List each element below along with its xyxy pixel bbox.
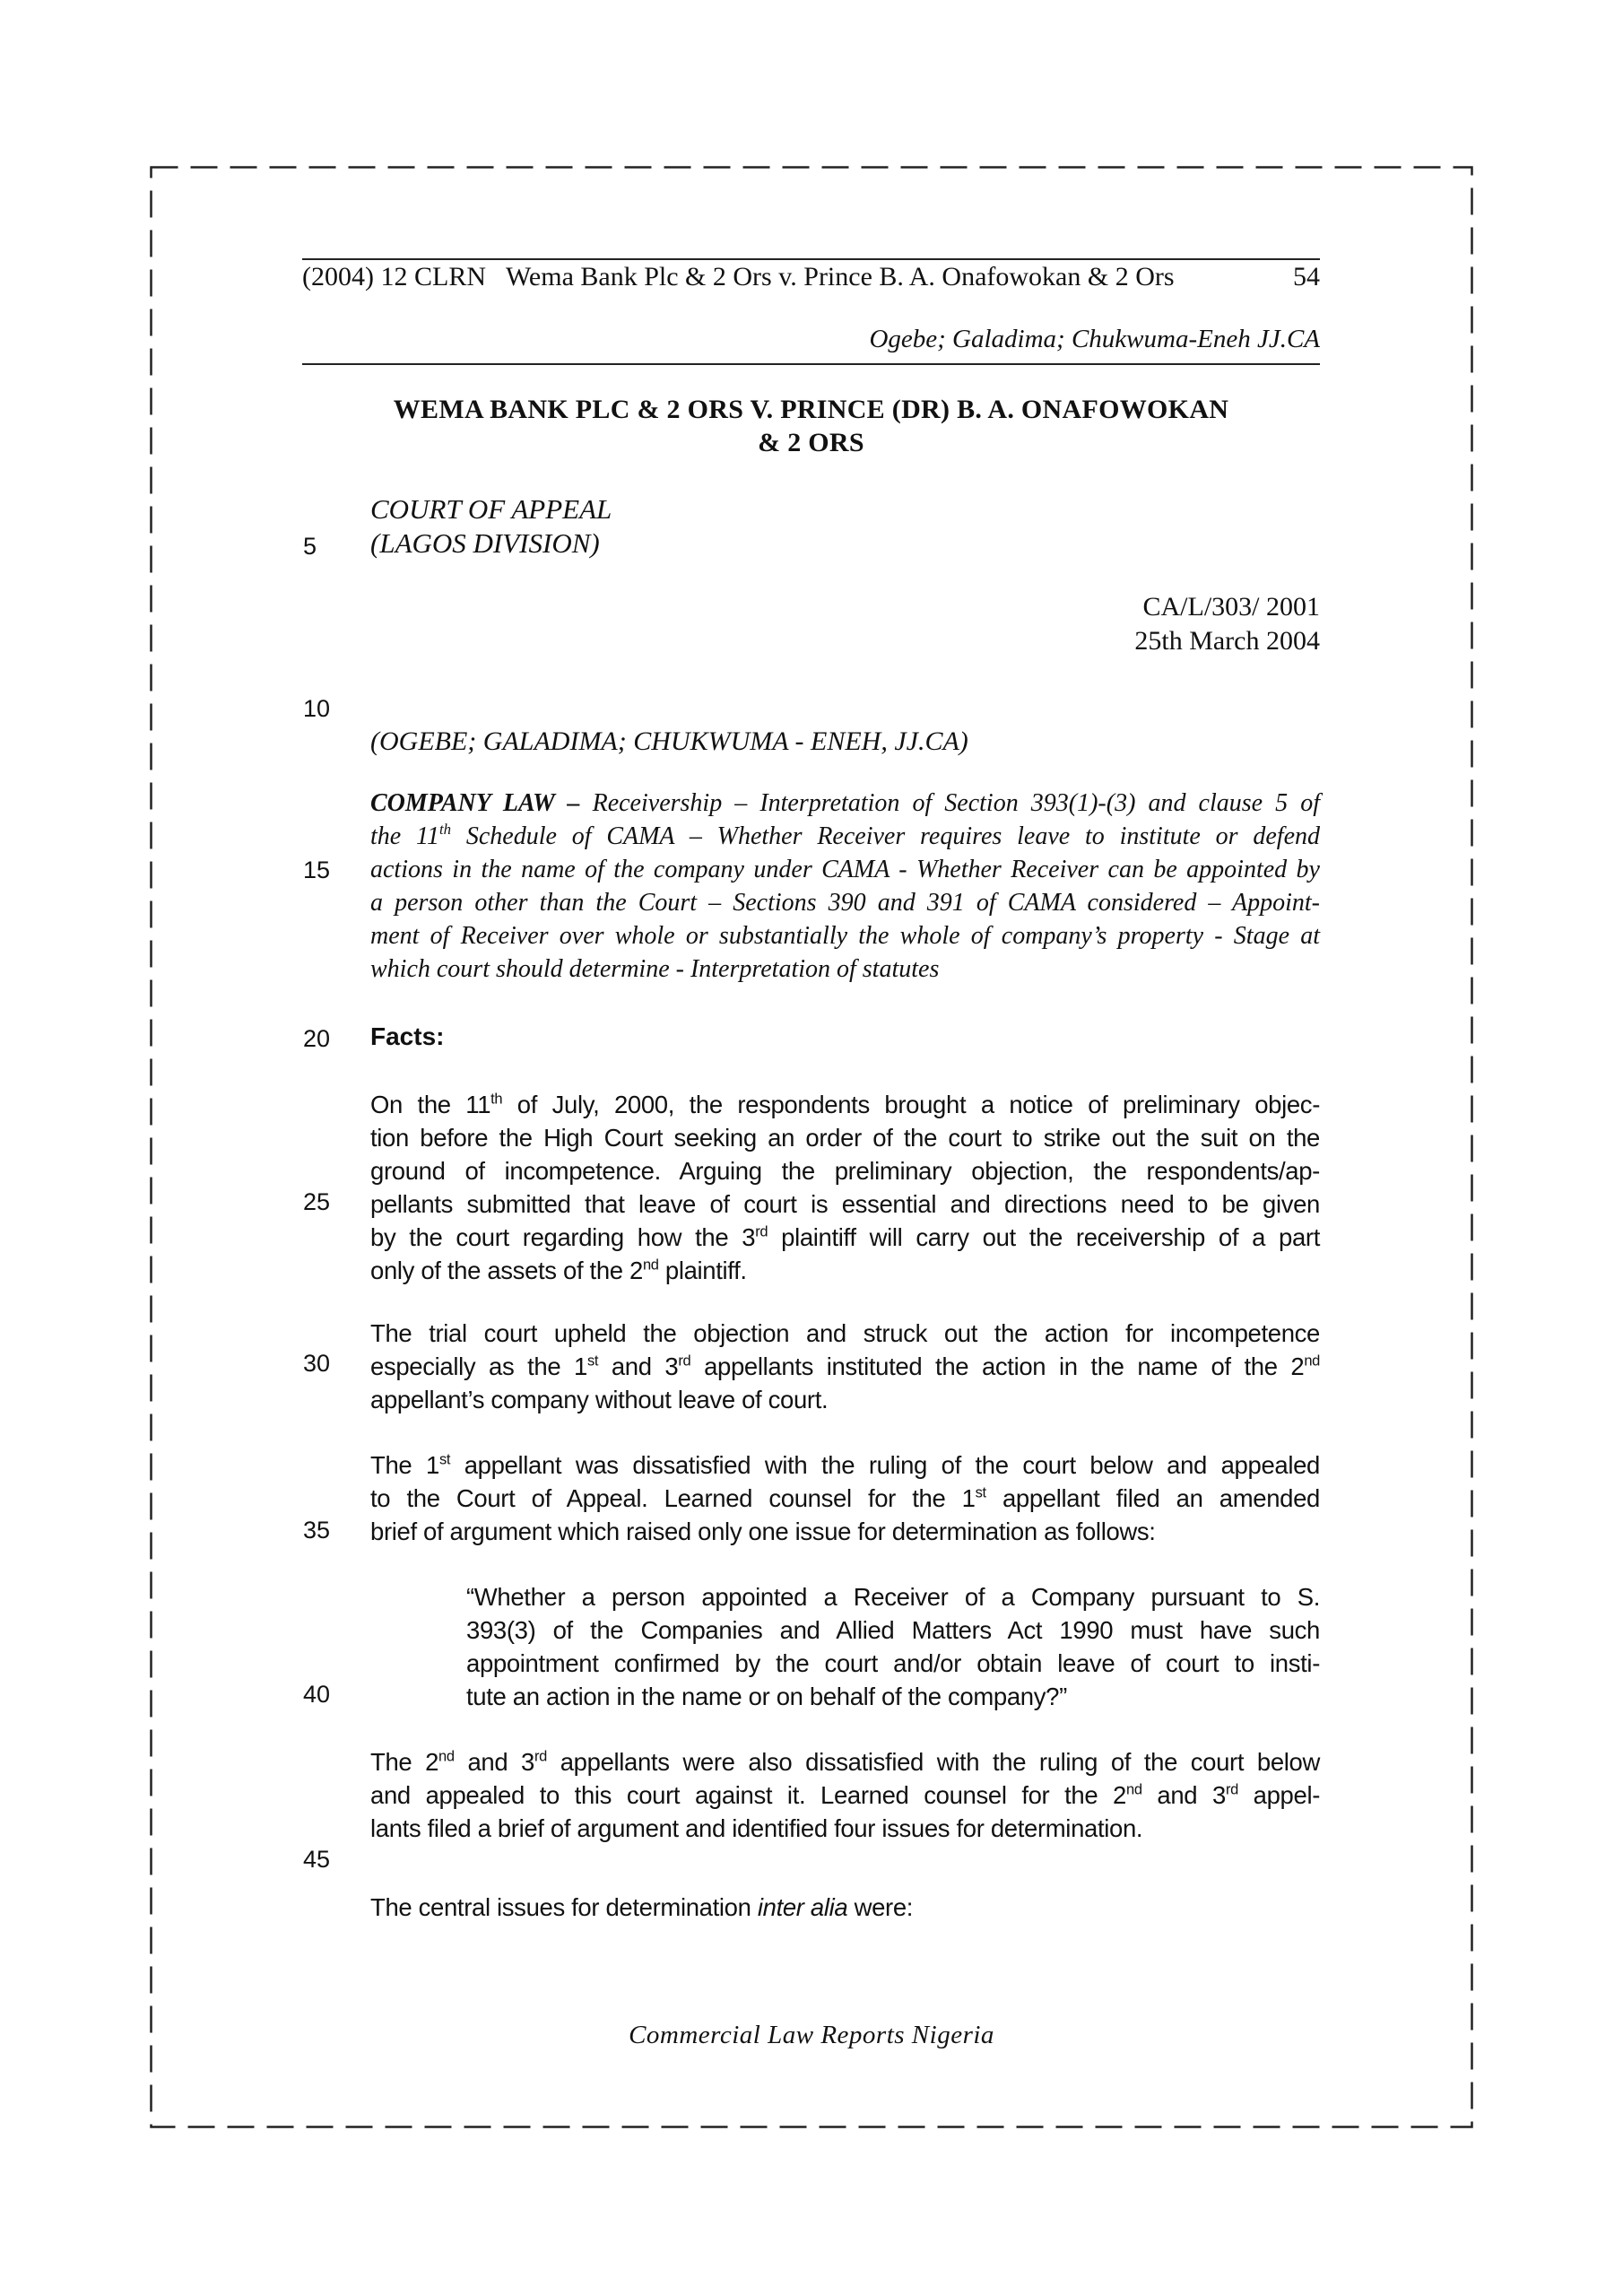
text: The 1 xyxy=(370,1451,439,1479)
catchwords-text: Schedule of CAMA – Whether Receiver requires leave to institute or defend xyxy=(451,822,1320,850)
text: were: xyxy=(847,1893,914,1921)
text: and 3 xyxy=(454,1748,534,1776)
text: On the 11 xyxy=(370,1091,491,1118)
paragraph-4-line-3: lants filed a brief of argument and identified four issues for determination. xyxy=(370,1814,1143,1842)
paragraph-2-line-3: appellant’s company without leave of court. xyxy=(370,1386,829,1413)
catchwords-text: the 11 xyxy=(370,822,439,850)
catchwords-line-5: ment of Receiver over whole or substantially the whole of company’s property - Stage at xyxy=(370,922,1320,950)
header-citation: (2004) 12 CLRN xyxy=(302,262,486,291)
paragraph-2-line-1: The trial court upheld the objection and struck out the action for incompetence xyxy=(370,1319,1320,1347)
catchwords-line-4: a person other than the Court – Sections 390 and 391 of CAMA considered – Appoint- xyxy=(370,889,1320,917)
paragraph-4-line-1 xyxy=(370,1745,1320,1779)
superscript: nd xyxy=(642,1257,659,1274)
case-title-line-1: WEMA BANK PLC & 2 ORS V. PRINCE (DR) B. A. ONAFOWOKAN xyxy=(393,395,1229,424)
text: and 3 xyxy=(1141,1781,1226,1809)
superscript: st xyxy=(975,1484,986,1501)
line-number-35: 35 xyxy=(303,1517,331,1544)
header-case-short: Wema Bank Plc & 2 Ors v. Prince B. A. Onafowokan & 2 Ors xyxy=(506,262,1175,291)
superscript: st xyxy=(438,1451,451,1468)
superscript: rd xyxy=(755,1223,768,1240)
coram: (OGEBE; GALADIMA; CHUKWUMA - ENEH, JJ.CA) xyxy=(370,726,968,756)
superscript: st xyxy=(586,1352,599,1370)
text: appellant was dissatisfied with the ruling of the court below and appealed xyxy=(450,1451,1320,1479)
text: plaintiff will carry out the receivership of a part xyxy=(768,1223,1320,1251)
catchwords-line-3: actions in the name of the company under CAMA - Whether Receiver can be appointed by xyxy=(370,856,1320,883)
paragraph-3-line-3: brief of argument which raised only one issue for determination as follows: xyxy=(370,1518,1156,1545)
facts-heading: Facts: xyxy=(370,1022,445,1050)
paragraph-1-line-4: pellants submitted that leave of court is essential and directions need to be given xyxy=(370,1190,1320,1218)
footer-publication: Commercial Law Reports Nigeria xyxy=(629,2021,994,2049)
paragraph-2-line-2 xyxy=(370,1350,1320,1383)
line-number-5: 5 xyxy=(303,533,317,560)
court-name: COURT OF APPEAL xyxy=(370,493,612,525)
judgment-date: 25th March 2004 xyxy=(1134,626,1320,656)
line-number-10: 10 xyxy=(303,695,331,722)
paragraph-3-line-2 xyxy=(370,1482,1320,1515)
superscript: nd xyxy=(1126,1781,1142,1798)
line-number-25: 25 xyxy=(303,1188,331,1215)
line-number-15: 15 xyxy=(303,857,331,883)
catchwords-line-1 xyxy=(370,787,1320,820)
superscript: rd xyxy=(1225,1781,1238,1798)
text: appellant filed an amended xyxy=(985,1484,1320,1512)
header-top-rule xyxy=(302,258,1320,260)
paragraph-1-line-6 xyxy=(370,1254,1320,1287)
paragraph-1-line-1 xyxy=(370,1088,1320,1121)
superscript: nd xyxy=(438,1748,455,1765)
header-judges: Ogebe; Galadima; Chukwuma-Eneh JJ.CA xyxy=(869,325,1320,353)
text: especially as the 1 xyxy=(370,1352,587,1380)
line-number-30: 30 xyxy=(303,1350,331,1377)
court-division: (LAGOS DIVISION) xyxy=(370,527,600,559)
quote-line-3: appointment confirmed by the court and/or obtain leave of court to insti- xyxy=(466,1649,1320,1677)
superscript: rd xyxy=(678,1352,691,1370)
paragraph-1-line-3: ground of incompetence. Arguing the preliminary objection, the respondents/ap- xyxy=(370,1157,1320,1185)
superscript: rd xyxy=(534,1748,547,1765)
text: plaintiff. xyxy=(658,1257,747,1284)
paragraph-5 xyxy=(370,1891,1320,1924)
suit-number: CA/L/303/ 2001 xyxy=(1142,592,1320,622)
case-title-line-2: & 2 ORS xyxy=(758,428,864,457)
superscript: th xyxy=(438,821,452,839)
text: and appealed to this court against it. Learned counsel for the 2 xyxy=(370,1781,1126,1809)
superscript: nd xyxy=(1304,1352,1320,1370)
quote-line-1: “Whether a person appointed a Receiver of a Company pursuant to S. xyxy=(466,1583,1320,1611)
catchwords-heading: COMPANY LAW – xyxy=(370,789,580,817)
line-number-40: 40 xyxy=(303,1681,331,1708)
paragraph-3-line-1 xyxy=(370,1448,1320,1482)
text: by the court regarding how the 3 xyxy=(370,1223,756,1251)
text: only of the assets of the 2 xyxy=(370,1257,643,1284)
header-bottom-rule xyxy=(302,363,1320,365)
italic-text: inter alia xyxy=(757,1893,848,1921)
text: appellants were also dissatisfied with the ruling of the court below xyxy=(546,1748,1321,1776)
paragraph-1-line-2: tion before the High Court seeking an order of the court to strike out the suit on the xyxy=(370,1124,1320,1152)
catchwords-text: Receivership – Interpretation of Section 393(1)-(3) and clause 5 of xyxy=(579,789,1320,817)
text: The central issues for determination xyxy=(370,1893,758,1921)
superscript: th xyxy=(490,1091,503,1108)
quote-line-2: 393(3) of the Companies and Allied Matters Act 1990 must have such xyxy=(466,1616,1320,1644)
paragraph-1-line-5 xyxy=(370,1221,1320,1254)
catchwords-line-2 xyxy=(370,820,1320,853)
text: and 3 xyxy=(598,1352,679,1380)
line-number-20: 20 xyxy=(303,1025,331,1052)
quote-line-4: tute an action in the name or on behalf of the company?” xyxy=(466,1683,1067,1710)
page-number: 54 xyxy=(1293,262,1320,291)
line-number-45: 45 xyxy=(303,1846,331,1873)
paragraph-4-line-2 xyxy=(370,1779,1320,1812)
text: to the Court of Appeal. Learned counsel for the 1 xyxy=(370,1484,976,1512)
text: appellants instituted the action in the name of the 2 xyxy=(690,1352,1305,1380)
catchwords-line-6: which court should determine - Interpretation of statutes xyxy=(370,955,940,983)
text: appel- xyxy=(1237,1781,1321,1809)
running-header xyxy=(302,262,1194,292)
text: of July, 2000, the respondents brought a notice of preliminary objec- xyxy=(502,1091,1320,1118)
text: The 2 xyxy=(370,1748,439,1776)
